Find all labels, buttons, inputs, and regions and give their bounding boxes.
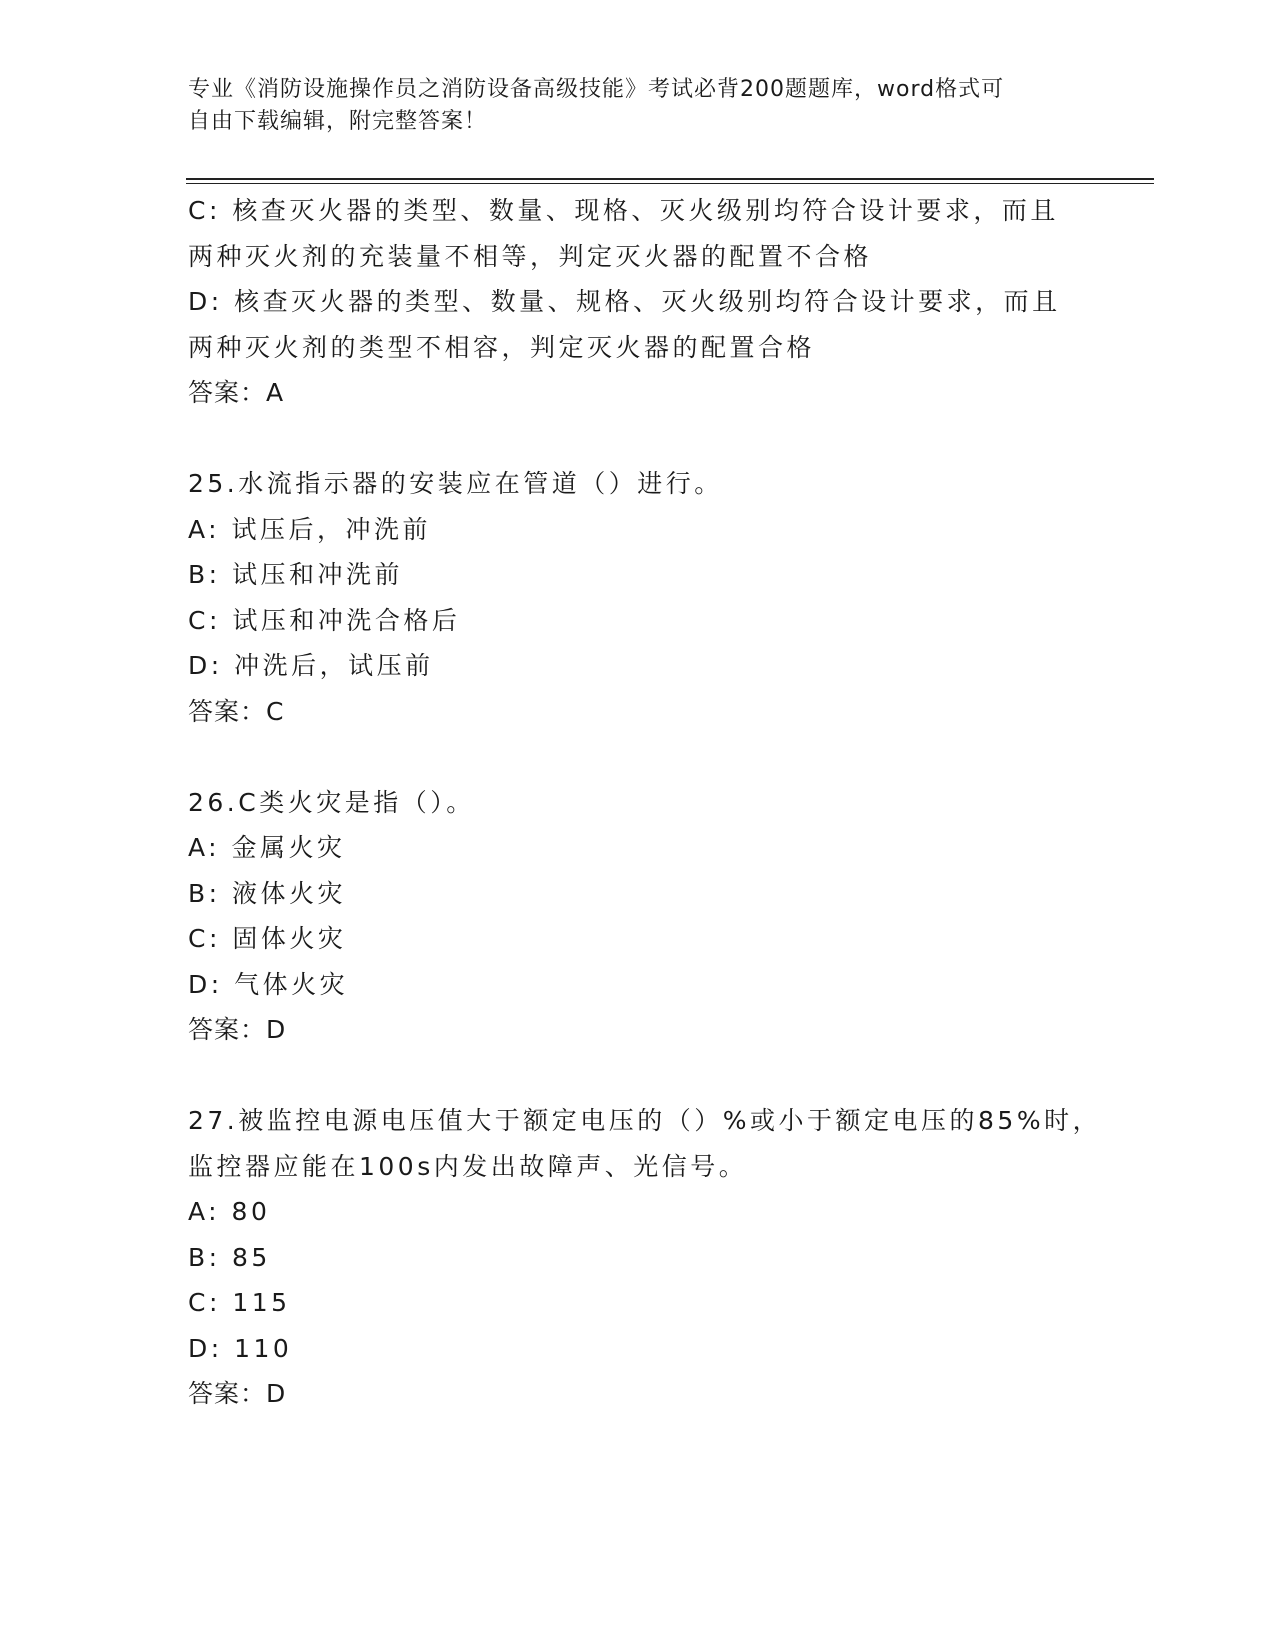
question-26	[188, 780, 1088, 1053]
option-a: A: 试压后，冲洗前	[188, 514, 432, 544]
option-d: D: 冲洗后，试压前	[188, 651, 434, 680]
option-d-line-2: 两种灭火剂的类型不相容，判定灭火器的配置合格	[188, 332, 816, 362]
header-divider-thin	[186, 183, 1154, 184]
option-c-line-1: C: 核查灭火器的类型、数量、现格、灭火级别均符合设计要求，而且	[188, 196, 1059, 225]
option-d: D: 气体火灾	[188, 969, 349, 999]
header-title-line-1: 专业《消防设施操作员之消防设备高级技能》考试必背200题题库，word格式可	[188, 77, 1005, 102]
option-c: C: 固体火灾	[188, 924, 347, 953]
question-stem-line-2: 监控器应能在100s内发出故障声、光信号。	[188, 1151, 748, 1181]
question-25	[188, 461, 1088, 734]
option-a: A: 金属火灾	[188, 833, 346, 862]
question-24-continued	[188, 188, 1088, 416]
spacer	[188, 1053, 1088, 1099]
option-c: C: 试压和冲洗合格后	[188, 605, 461, 635]
option-a: A: 80	[188, 1197, 271, 1226]
question-stem-line-1: 27.被监控电源电压值大于额定电压的（）%或小于额定电压的85%时，	[188, 1106, 1102, 1135]
option-d: D: 110	[188, 1333, 293, 1363]
option-d-line-1: D: 核查灭火器的类型、数量、规格、灭火级别均符合设计要求，而且	[188, 287, 1061, 316]
spacer	[188, 734, 1088, 780]
document-body	[188, 188, 1102, 1417]
header-title-line-2: 自由下载编辑，附完整答案！	[188, 109, 488, 134]
answer-text: 答案：D	[188, 1379, 287, 1408]
answer-text: 答案：C	[188, 696, 285, 726]
spacer	[188, 416, 1088, 462]
option-c: C: 115	[188, 1288, 291, 1317]
question-stem: 26.C类火灾是指（）。	[188, 787, 475, 817]
answer-text: 答案：D	[188, 1015, 287, 1044]
option-c-line-2: 两种灭火剂的充装量不相等，判定灭火器的配置不合格	[188, 241, 873, 271]
question-27	[188, 1098, 1102, 1417]
document-header	[188, 74, 1068, 138]
option-b: B: 85	[188, 1242, 271, 1272]
question-stem: 25.水流指示器的安装应在管道（）进行。	[188, 469, 723, 498]
answer-text: 答案：A	[188, 378, 285, 407]
option-b: B: 试压和冲洗前	[188, 560, 404, 589]
option-b: B: 液体火灾	[188, 878, 347, 908]
header-divider-thick	[186, 178, 1154, 180]
